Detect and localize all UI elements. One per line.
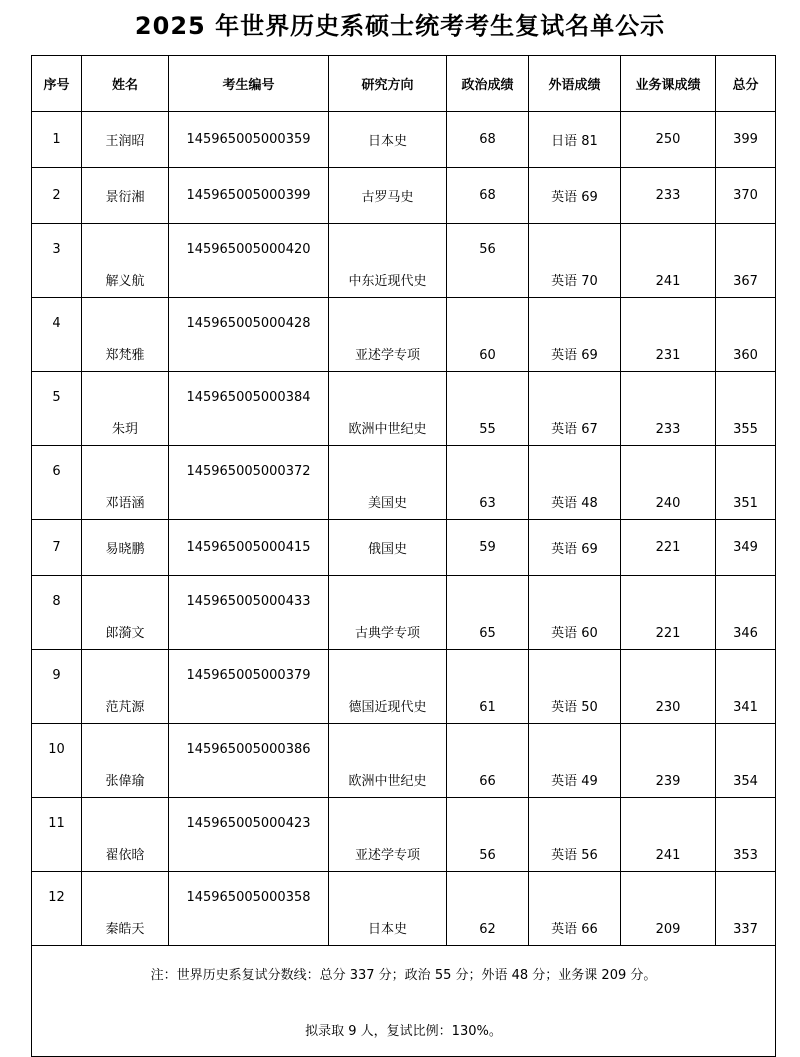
cell-index: 7 [32, 520, 82, 576]
header-exam-id: 考生编号 [169, 56, 329, 112]
table-row [32, 112, 776, 168]
cell-index: 2 [32, 168, 82, 224]
cell-index: 8 [32, 576, 82, 650]
cutoff-note: 注：世界历史系复试分数线：总分 337 分；政治 55 分；外语 48 分；业务课 209 分。 [150, 968, 657, 983]
table-row [32, 224, 776, 298]
cell-field: 俄国史 [329, 520, 447, 576]
cell-language: 英语 66 [529, 872, 621, 946]
cell-exam-id: 145965005000399 [169, 168, 329, 224]
header-politics: 政治成绩 [447, 56, 529, 112]
cell-field: 古罗马史 [329, 168, 447, 224]
cell-exam-id: 145965005000386 [169, 724, 329, 798]
cell-name: 郑梵雅 [82, 298, 169, 372]
table-row [32, 298, 776, 372]
cell-politics: 56 [447, 798, 529, 872]
cell-language: 英语 50 [529, 650, 621, 724]
cell-language: 英语 56 [529, 798, 621, 872]
cell-total: 360 [716, 298, 776, 372]
table-row [32, 520, 776, 576]
cell-politics: 61 [447, 650, 529, 724]
cell-major: 241 [621, 224, 716, 298]
cell-index: 3 [32, 224, 82, 298]
cell-field: 日本史 [329, 112, 447, 168]
cell-name: 景衍湘 [82, 168, 169, 224]
cell-field: 古典学专项 [329, 576, 447, 650]
table-row [32, 650, 776, 724]
cell-major: 221 [621, 576, 716, 650]
header-major: 业务课成绩 [621, 56, 716, 112]
cell-major: 239 [621, 724, 716, 798]
table-row [32, 576, 776, 650]
cell-exam-id: 145965005000428 [169, 298, 329, 372]
cell-field: 中东近现代史 [329, 224, 447, 298]
cell-politics: 68 [447, 112, 529, 168]
cell-index: 1 [32, 112, 82, 168]
cell-major: 221 [621, 520, 716, 576]
cell-total: 346 [716, 576, 776, 650]
cell-exam-id: 145965005000423 [169, 798, 329, 872]
cell-politics: 59 [447, 520, 529, 576]
cell-total: 341 [716, 650, 776, 724]
cell-field: 亚述学专项 [329, 298, 447, 372]
cell-name: 翟依晗 [82, 798, 169, 872]
cell-language: 英语 60 [529, 576, 621, 650]
cell-total: 349 [716, 520, 776, 576]
cell-total: 337 [716, 872, 776, 946]
cell-politics: 62 [447, 872, 529, 946]
header-index: 序号 [32, 56, 82, 112]
cell-index: 10 [32, 724, 82, 798]
admission-note: 拟录取 9 人，复试比例：130%。 [305, 1024, 502, 1039]
cell-index: 4 [32, 298, 82, 372]
cell-index: 9 [32, 650, 82, 724]
cell-name: 秦皓天 [82, 872, 169, 946]
cell-name: 朱玥 [82, 372, 169, 446]
cell-field: 亚述学专项 [329, 798, 447, 872]
cell-index: 6 [32, 446, 82, 520]
cell-field: 美国史 [329, 446, 447, 520]
table-row [32, 798, 776, 872]
cell-name: 解义航 [82, 224, 169, 298]
cell-index: 12 [32, 872, 82, 946]
header-field: 研究方向 [329, 56, 447, 112]
cell-major: 240 [621, 446, 716, 520]
cell-language: 日语 81 [529, 112, 621, 168]
cell-language: 英语 67 [529, 372, 621, 446]
cell-total: 367 [716, 224, 776, 298]
cell-name: 张偉瑜 [82, 724, 169, 798]
cell-name: 邓语涵 [82, 446, 169, 520]
cell-language: 英语 49 [529, 724, 621, 798]
cell-major: 230 [621, 650, 716, 724]
page-title: 2025 年世界历史系硕士统考考生复试名单公示 [134, 12, 666, 40]
table-row [32, 872, 776, 946]
cell-exam-id: 145965005000420 [169, 224, 329, 298]
cell-field: 欧洲中世纪史 [329, 724, 447, 798]
cell-major: 231 [621, 298, 716, 372]
cell-name: 王润昭 [82, 112, 169, 168]
cell-politics: 68 [447, 168, 529, 224]
cell-name: 范芃源 [82, 650, 169, 724]
cell-politics: 66 [447, 724, 529, 798]
cell-name: 郎漪文 [82, 576, 169, 650]
cell-major: 233 [621, 372, 716, 446]
candidate-table [31, 55, 776, 1057]
cell-total: 399 [716, 112, 776, 168]
cell-total: 354 [716, 724, 776, 798]
cell-field: 日本史 [329, 872, 447, 946]
cell-language: 英语 69 [529, 168, 621, 224]
cell-politics: 56 [447, 224, 529, 298]
cell-major: 233 [621, 168, 716, 224]
cell-total: 355 [716, 372, 776, 446]
notes-row [32, 946, 776, 1057]
table-row [32, 446, 776, 520]
cell-index: 11 [32, 798, 82, 872]
cell-major: 250 [621, 112, 716, 168]
cell-language: 英语 70 [529, 224, 621, 298]
cell-politics: 55 [447, 372, 529, 446]
cell-total: 351 [716, 446, 776, 520]
cell-exam-id: 145965005000384 [169, 372, 329, 446]
cell-name: 易晓鹏 [82, 520, 169, 576]
cell-field: 欧洲中世纪史 [329, 372, 447, 446]
table-row [32, 372, 776, 446]
table-row [32, 724, 776, 798]
cell-language: 英语 69 [529, 520, 621, 576]
table-row [32, 168, 776, 224]
header-language: 外语成绩 [529, 56, 621, 112]
cell-language: 英语 69 [529, 298, 621, 372]
cell-total: 353 [716, 798, 776, 872]
cell-exam-id: 145965005000372 [169, 446, 329, 520]
cell-index: 5 [32, 372, 82, 446]
notes-cell [32, 946, 776, 1057]
table-header-row [32, 56, 776, 112]
header-total: 总分 [716, 56, 776, 112]
cell-field: 德国近现代史 [329, 650, 447, 724]
cell-major: 209 [621, 872, 716, 946]
header-name: 姓名 [82, 56, 169, 112]
cell-exam-id: 145965005000415 [169, 520, 329, 576]
cell-exam-id: 145965005000433 [169, 576, 329, 650]
cell-language: 英语 48 [529, 446, 621, 520]
cell-total: 370 [716, 168, 776, 224]
cell-politics: 63 [447, 446, 529, 520]
cell-exam-id: 145965005000379 [169, 650, 329, 724]
cell-exam-id: 145965005000358 [169, 872, 329, 946]
cell-politics: 65 [447, 576, 529, 650]
cell-exam-id: 145965005000359 [169, 112, 329, 168]
cell-politics: 60 [447, 298, 529, 372]
cell-major: 241 [621, 798, 716, 872]
